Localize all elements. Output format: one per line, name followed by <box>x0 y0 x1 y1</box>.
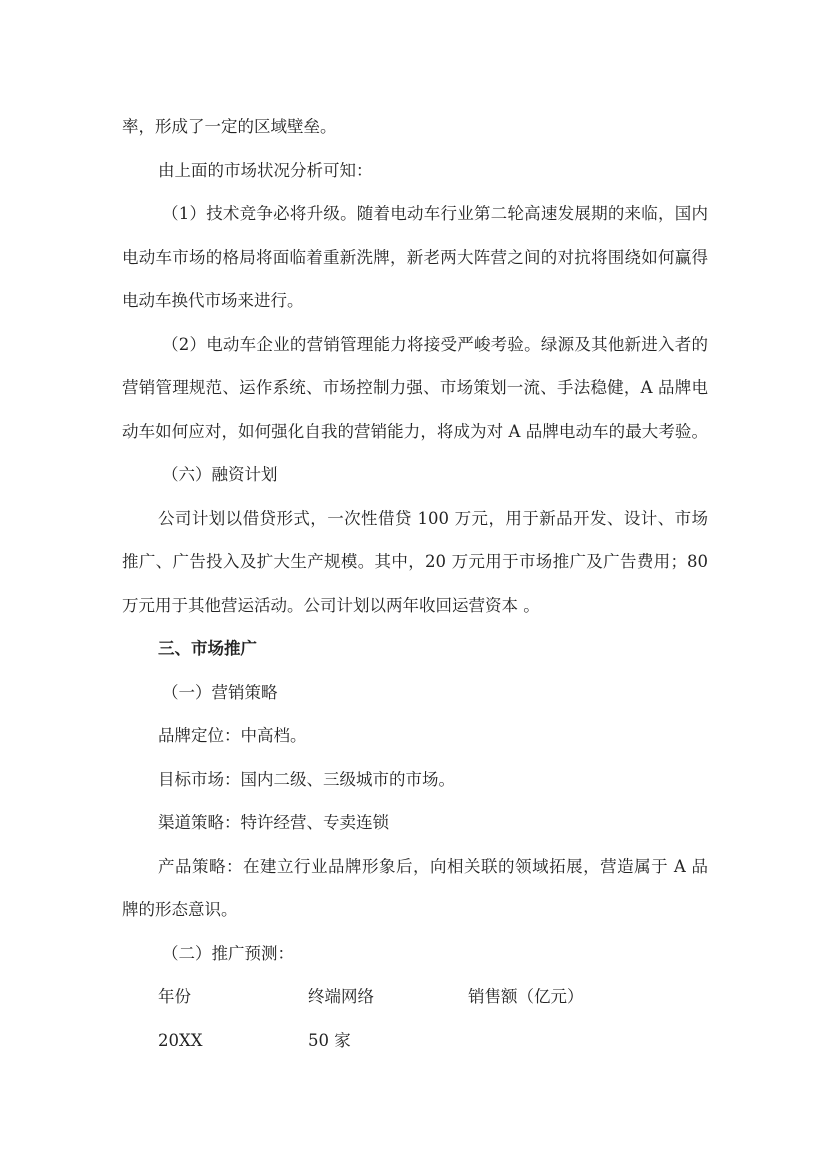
paragraph-line: （1）技术竞争必将升级。随着电动车行业第二轮高速发展期的来临，国内 <box>162 204 708 223</box>
table-header-row <box>122 980 708 1024</box>
table-header: 终端网络 <box>308 987 374 1006</box>
paragraph-line: 推广、广告投入及扩大生产规模。其中，20 万元用于市场推广及广告费用；80 <box>122 552 708 571</box>
table-cell: 20XX <box>158 1030 203 1050</box>
paragraph-line: 公司计划以借贷形式，一次性借贷 100 万元，用于新品开发、设计、市场 <box>158 508 708 528</box>
section-heading: （一）营销策略 <box>162 682 278 702</box>
paragraph-line: 渠道策略：特许经营、专卖连锁 <box>158 813 389 832</box>
document-page <box>122 110 708 1067</box>
paragraph-line: 品牌定位：中高档。 <box>158 726 307 745</box>
table-row <box>122 1024 708 1068</box>
section-heading: （六）融资计划 <box>162 465 278 484</box>
chapter-heading: 三、市场推广 <box>158 639 257 658</box>
paragraph-line: 万元用于其他营运活动。公司计划以两年收回运营资本 。 <box>122 595 540 615</box>
paragraph-line: 产品策略：在建立行业品牌形象后，向相关联的领域拓展，营造属于 A 品 <box>158 856 708 876</box>
paragraph-line: 动车如何应对，如何强化自我的营销能力，将成为对 A 品牌电动车的最大考验。 <box>122 421 708 441</box>
paragraph-line: 电动车市场的格局将面临着重新洗牌，新老两大阵营之间的对抗将围绕如何赢得 <box>122 247 708 267</box>
paragraph-line: 目标市场：国内二级、三级城市的市场。 <box>158 769 455 789</box>
paragraph-line: 营销管理规范、运作系统、市场控制力强、市场策划一流、手法稳健，A 品牌电 <box>122 378 708 397</box>
paragraph-line: （2）电动车企业的营销管理能力将接受严峻考验。绿源及其他新进入者的 <box>162 334 708 354</box>
table-cell: 50 家 <box>308 1030 351 1050</box>
table-header: 销售额（亿元） <box>468 987 584 1006</box>
paragraph-line: 率，形成了一定的区域壁垒。 <box>122 117 337 136</box>
section-heading: （二）推广预测： <box>162 943 294 963</box>
paragraph-line: 由上面的市场状况分析可知： <box>158 160 373 180</box>
paragraph-line: 电动车换代市场来进行。 <box>122 291 304 310</box>
paragraph-line: 牌的形态意识。 <box>122 900 238 919</box>
table-header: 年份 <box>158 987 191 1006</box>
